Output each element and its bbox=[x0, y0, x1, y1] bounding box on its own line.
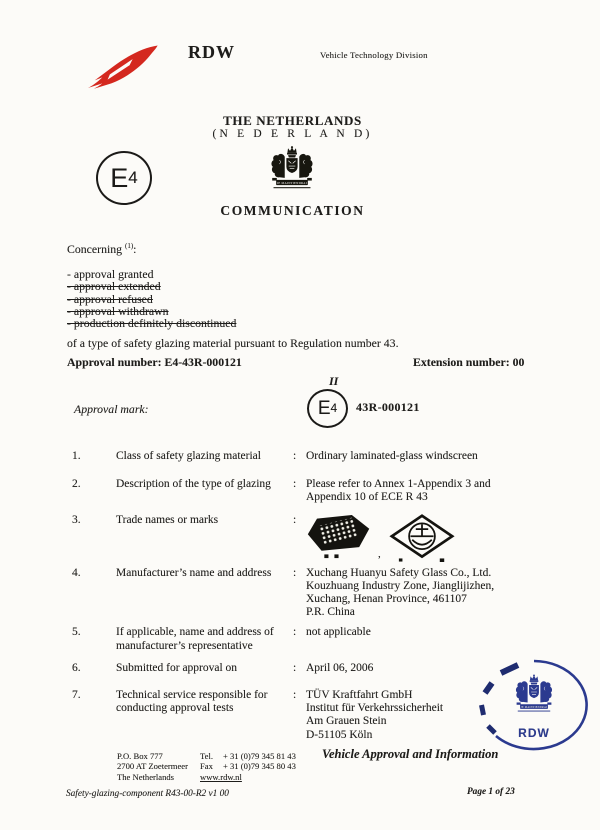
item-row bbox=[72, 689, 542, 742]
footer-tel-label: Tel. bbox=[200, 751, 213, 761]
item-value-line: not applicable bbox=[306, 626, 371, 639]
trademark-separator: , bbox=[378, 548, 381, 561]
page-number: Page 1 of 23 bbox=[467, 787, 515, 797]
approval-number-line bbox=[67, 355, 242, 370]
footer-fax-line bbox=[200, 761, 296, 771]
footer-contact bbox=[200, 751, 296, 782]
item-number: 3. bbox=[72, 513, 81, 526]
item-label-line: Submitted for approval on bbox=[116, 661, 238, 674]
footer-tel-value: + 31 (0)79 345 81 43 bbox=[223, 751, 296, 761]
rdw-wing-logo-icon bbox=[84, 44, 160, 91]
item-colon: : bbox=[293, 626, 297, 639]
concerning-options bbox=[67, 268, 399, 329]
concerning-option: - approval refused bbox=[67, 291, 153, 306]
item-number: 5. bbox=[72, 626, 81, 639]
concerning-label: Concerning bbox=[67, 242, 123, 256]
e-mark-digit: 4 bbox=[128, 167, 138, 187]
item-colon: : bbox=[293, 513, 297, 526]
concerning-option: - approval withdrawn bbox=[67, 303, 169, 318]
item-label bbox=[116, 514, 293, 562]
item-label bbox=[116, 689, 293, 742]
netherlands-coat-of-arms-icon bbox=[259, 145, 325, 195]
footer-tel-line bbox=[200, 751, 296, 761]
footer-address-line: 2700 AT Zoetermeer bbox=[117, 761, 188, 772]
item-value-line: April 06, 2006 bbox=[306, 661, 374, 674]
item-label bbox=[116, 478, 293, 504]
concerning-option: - approval granted bbox=[67, 267, 154, 281]
item-number: 1. bbox=[72, 450, 81, 462]
item-label-line: If applicable, name and address of bbox=[116, 626, 274, 639]
item-row bbox=[72, 626, 542, 652]
items-section bbox=[72, 450, 542, 742]
item-colon: : bbox=[293, 689, 297, 702]
item-value-line: P.R. China bbox=[306, 606, 355, 619]
item-value-line: Kouzhuang Industry Zone, Jianglijizhen, bbox=[306, 579, 495, 592]
item-label bbox=[116, 626, 293, 652]
e-mark-letter: E bbox=[110, 162, 129, 193]
item-value bbox=[306, 626, 542, 652]
extension-number-line bbox=[413, 355, 524, 370]
item-colon: : bbox=[293, 450, 297, 462]
item-value-line: TÜV Kraftfahrt GmbH bbox=[306, 689, 413, 702]
footer-fax-label: Fax bbox=[200, 761, 213, 772]
concerning-option: - approval extended bbox=[67, 279, 161, 294]
approval-mark-variant: II bbox=[329, 374, 339, 388]
item-colon: : bbox=[293, 478, 297, 491]
e4-type-approval-badge bbox=[96, 151, 152, 205]
item-number: 4. bbox=[72, 566, 81, 579]
footer-fax-value: + 31 (0)79 345 80 43 bbox=[223, 761, 296, 772]
item-label bbox=[116, 450, 293, 463]
item-number: 7. bbox=[72, 689, 81, 702]
approval-mark-badge bbox=[307, 389, 348, 428]
approval-number-label: Approval number: bbox=[67, 355, 162, 369]
concerning-section bbox=[67, 242, 399, 351]
item-row bbox=[72, 567, 542, 620]
footer-address-line: The Netherlands bbox=[117, 771, 175, 782]
item-row bbox=[72, 450, 542, 463]
item-value-line: D-51105 Köln bbox=[306, 728, 373, 741]
e-mark-digit: 4 bbox=[330, 401, 338, 415]
item-value bbox=[306, 450, 542, 463]
approval-number-value: E4-43R-000121 bbox=[164, 355, 242, 369]
item-value bbox=[306, 567, 542, 620]
item-row bbox=[72, 514, 542, 562]
trademark-diamond-icon bbox=[387, 514, 457, 562]
item-label-line: conducting approval tests bbox=[116, 702, 234, 715]
trademark-hexagon-icon bbox=[306, 514, 372, 560]
footnote-marker: (1) bbox=[125, 242, 134, 251]
concerning-colon: : bbox=[133, 242, 137, 256]
item-number: 2. bbox=[72, 478, 81, 491]
item-colon: : bbox=[293, 566, 297, 579]
extension-number-value: 00 bbox=[512, 355, 525, 369]
item-label-line: Description of the type of glazing bbox=[116, 478, 271, 491]
concerning-option: - production definitely discontinued bbox=[67, 316, 237, 331]
division-title: Vehicle Technology Division bbox=[320, 50, 428, 60]
country-subtitle: (N E D E R L A N D) bbox=[212, 128, 373, 140]
item-value-line: Appendix 10 of ECE R 43 bbox=[306, 491, 428, 504]
item-label bbox=[116, 662, 293, 675]
footer-website-link: www.rdw.nl bbox=[200, 771, 242, 782]
item-value-line: Xuchang Huanyu Safety Glass Co., Ltd. bbox=[306, 566, 492, 579]
item-label-line: Manufacturer’s name and address bbox=[116, 566, 272, 579]
item-label-line: manufacturer’s representative bbox=[116, 639, 253, 652]
footer-address-line: P.O. Box 777 bbox=[117, 751, 163, 761]
item-label-line: Trade names or marks bbox=[116, 513, 219, 526]
e-mark-letter: E bbox=[317, 398, 331, 419]
footer-tagline: Vehicle Approval and Information bbox=[322, 747, 499, 761]
concerning-subject: of a type of safety glazing material pursuant to Regulation number 43. bbox=[67, 336, 399, 351]
approval-mark-number: 43R-000121 bbox=[356, 400, 420, 414]
item-value-line: Am Grauen Stein bbox=[306, 715, 387, 728]
item-value-line: Xuchang, Henan Province, 461107 bbox=[306, 593, 467, 606]
rdw-stamp bbox=[478, 658, 590, 756]
communication-heading: COMMUNICATION bbox=[220, 203, 365, 218]
item-row bbox=[72, 662, 542, 675]
footer-address bbox=[117, 751, 188, 782]
doc-reference: Safety-glazing-component R43-00-R2 v1 00 bbox=[66, 789, 229, 799]
item-colon: : bbox=[293, 661, 297, 674]
item-value bbox=[306, 478, 542, 504]
approval-mark-label: Approval mark: bbox=[74, 402, 149, 416]
stamp-coat-of-arms-icon bbox=[516, 675, 552, 712]
stamp-dashes-icon bbox=[482, 665, 519, 733]
item-label bbox=[116, 567, 293, 620]
stamp-label: RDW bbox=[518, 726, 550, 740]
item-row bbox=[72, 478, 542, 504]
item-label-line: Technical service responsible for bbox=[116, 689, 268, 702]
item-value bbox=[306, 514, 542, 562]
item-value-line: Please refer to Annex 1-Appendix 3 and bbox=[306, 478, 491, 491]
extension-number-label: Extension number: bbox=[413, 355, 510, 369]
concerning-label-line bbox=[67, 242, 399, 257]
item-value-line: Institut für Verkehrssicherheit bbox=[306, 702, 444, 715]
brand-title: RDW bbox=[188, 42, 235, 62]
item-label-line: Class of safety glazing material bbox=[116, 450, 261, 462]
item-value-line: Ordinary laminated-glass windscreen bbox=[306, 450, 478, 462]
item-number: 6. bbox=[72, 661, 81, 674]
country-title: THE NETHERLANDS bbox=[223, 113, 362, 128]
